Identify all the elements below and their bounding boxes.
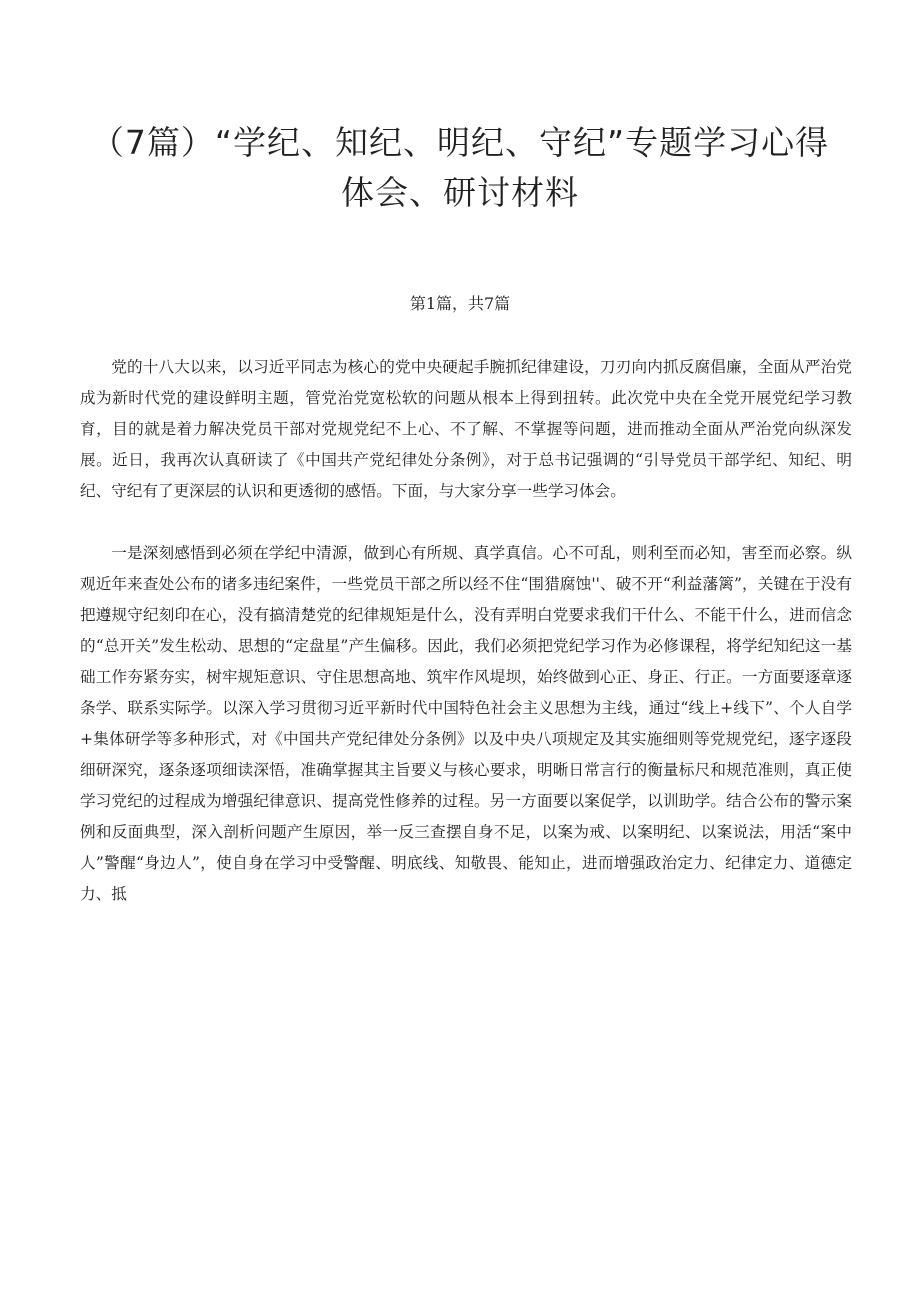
section-heading: 第1篇，共7篇 [409,294,511,313]
document-title-line-1: （7篇）“学纪、知纪、明纪、守纪”专题学习心得 [90,123,830,162]
document-body [80,352,852,910]
body-paragraph-1: 党的十八大以来，以习近平同志为核心的党中央硬起手腕抓纪律建设，刀刃向内抓反腐倡廉，全面从严治党成为新时代党的建设鲜明主题，管党治党宽松软的问题从根本上得到扭转。此次党中央在全党开展党纪学习教育，目的就是着力解决党员干部对党规党纪不上心、不了解、不掌握等问题，进而推动全面从严治党向纵深发展。近日，我再次认真研读了《中国共产党纪律处分条例》，对于总书记强调的“引导党员干部学纪、知纪、明纪、守纪有了更深层的认识和更透彻的感悟。下面，与大家分享一些学习体会。 [80,358,852,500]
body-paragraph-2: 一是深刻感悟到必须在学纪中清源，做到心有所规、真学真信。心不可乱，则利至而必知，害至而必察。纵观近年来查处公布的诸多违纪案件，一些党员干部之所以经不住“围猎腐蚀''、破不开“利益藩篱”，关键在于没有把遵规守纪刻印在心，没有搞清楚党的纪律规矩是什么，没有弄明白党要求我们干什么、不能干什么，进而信念的“总开关”发生松动、思想的“定盘星”产生偏移。因此，我们必须把党纪学习作为必修课程，将学纪知纪这一基础工作夯紧夯实，树牢规矩意识、守住思想高地、筑牢作风堤坝，始终做到心正、身正、行正。一方面要逐章逐条学、联系实际学。以深入学习贯彻习近平新时代中国特色社会主义思想为主线，通过“线上+线下”、个人自学+集体研学等多种形式，对《中国共产党纪律处分条例》以及中央八项规定及其实施细则等党规党纪，逐字逐段细研深究，逐条逐项细读深悟，准确掌握其主旨要义与核心要求，明晰日常言行的衡量标尺和规范准则，真正使学习党纪的过程成为增强纪律意识、提高党性修养的过程。另一方面要以案促学，以训助学。结合公布的警示案例和反面典型，深入剖析问题产生原因，举一反三查摆自身不足，以案为戒、以案明纪、以案说法，用活“案中人”警醒“身边人”，使自身在学习中受警醒、明底线、知敬畏、能知止，进而增强政治定力、纪律定力、道德定力、抵 [80,544,852,903]
document-title-line-2: 体会、研讨材料 [341,173,579,212]
document-title [60,118,860,218]
